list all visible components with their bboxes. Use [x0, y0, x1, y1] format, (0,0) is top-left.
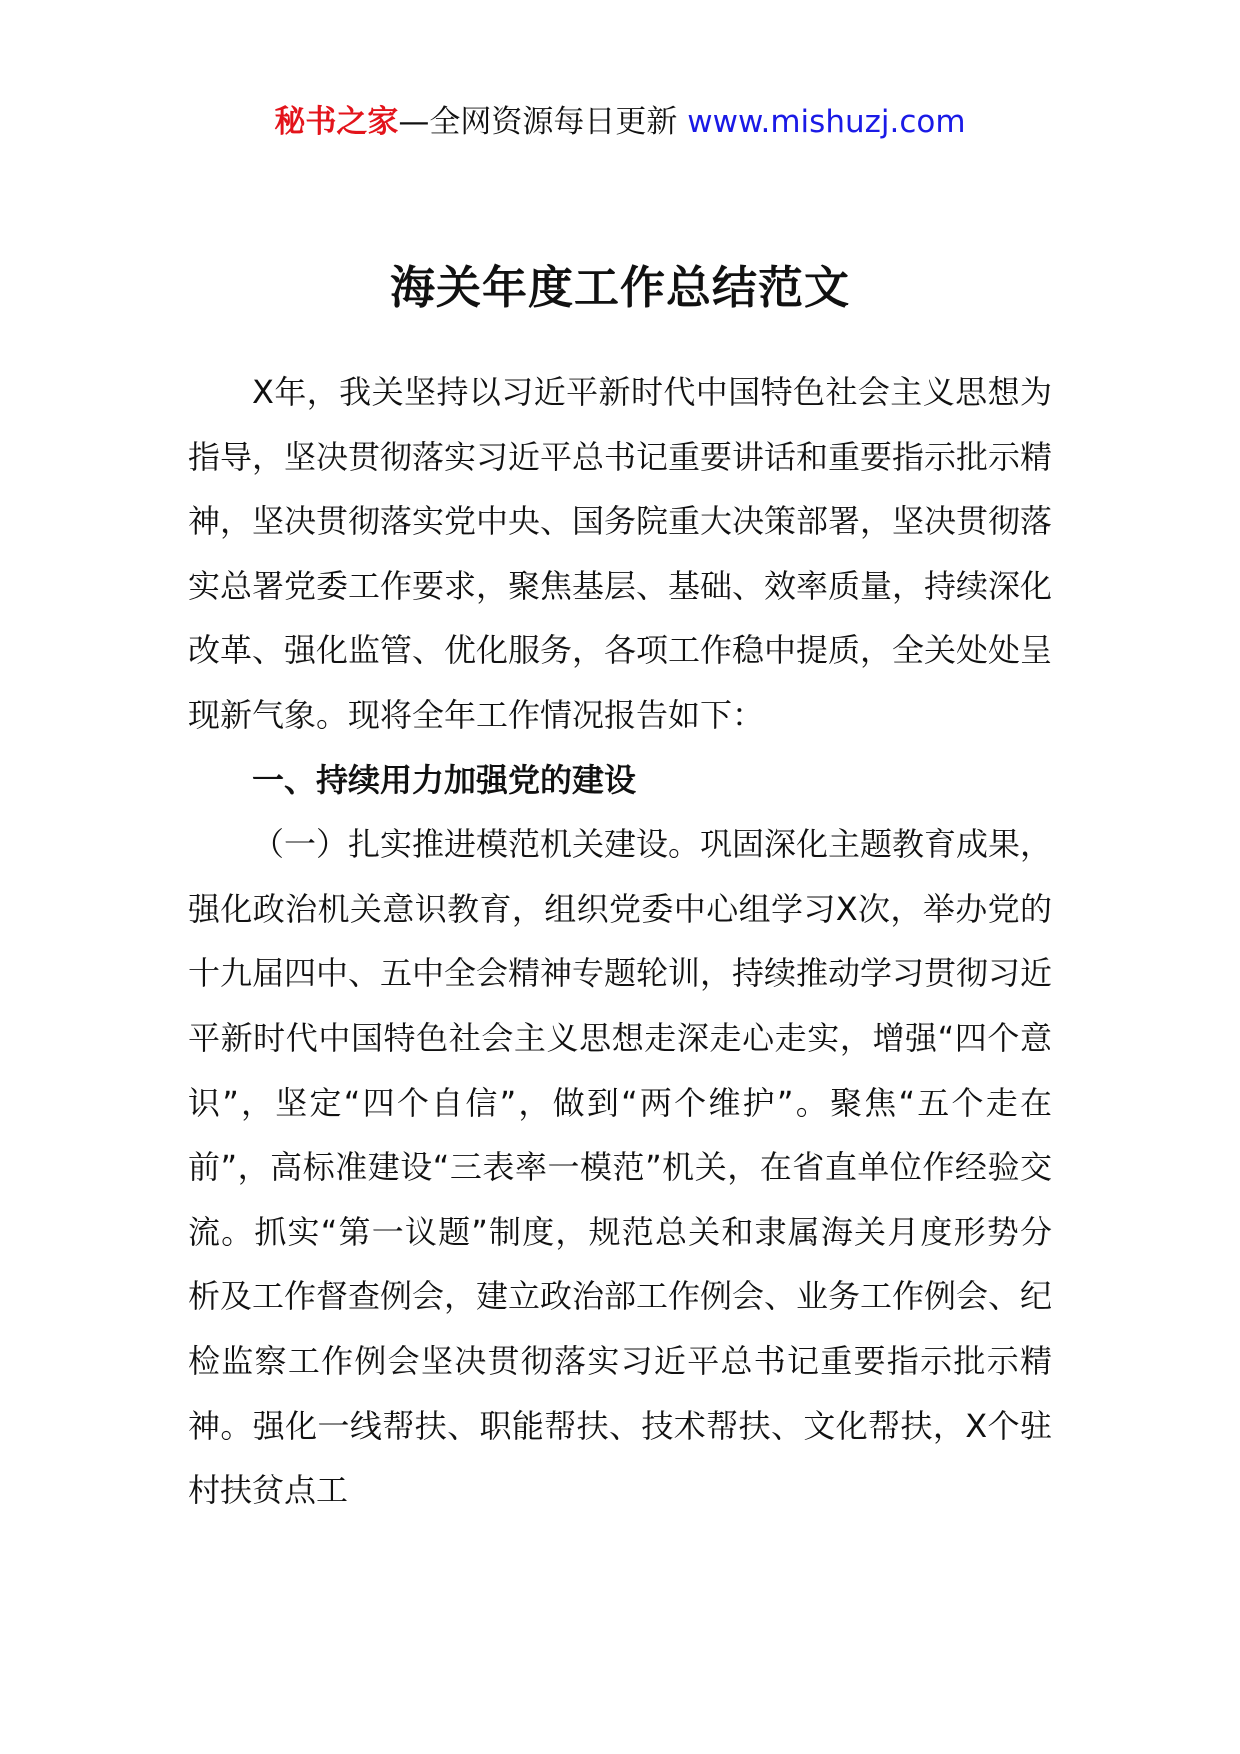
- site-header: [0, 100, 1240, 144]
- document-title: 海关年度工作总结范文: [389, 261, 850, 315]
- body-paragraph-1: （一）扎实推进模范机关建设。巩固深化主题教育成果，强化政治机关意识教育，组织党委中心组学习X次，举办党的十九届四中、五中全会精神专题轮训，持续推动学习贯彻习近平新时代中国特色社会主义思想走深走心走实，增强“四个意识”，坚定“四个自信”，做到“两个维护”。聚焦“五个走在前”，高标准建设“三表率一模范”机关，在省直单位作经验交流。抓实“第一议题”制度，规范总关和隶属海关月度形势分析及工作督查例会，建立政治部工作例会、业务工作例会、纪检监察工作例会坚决贯彻落实习近平总书记重要指示批示精神。强化一线帮扶、职能帮扶、技术帮扶、文化帮扶，X个驻村扶贫点工: [188, 825, 1053, 1510]
- document-body: [188, 360, 1052, 1523]
- site-url-link[interactable]: www.mishuzj.com: [687, 104, 966, 140]
- section-heading-1: 一、持续用力加强党的建设: [252, 760, 637, 799]
- brand-name: 秘书之家: [274, 104, 399, 140]
- intro-paragraph: X年，我关坚持以习近平新时代中国特色社会主义思想为指导，坚决贯彻落实习近平总书记重要讲话和重要指示批示精神，坚决贯彻落实党中央、国务院重大决策部署，坚决贯彻落实总署党委工作要求，聚焦基层、基础、效率质量，持续深化改革、强化监管、优化服务，各项工作稳中提质，全关处处呈现新气象。现将全年工作情况报告如下：: [188, 373, 1053, 734]
- header-slogan: —全网资源每日更新: [398, 104, 688, 140]
